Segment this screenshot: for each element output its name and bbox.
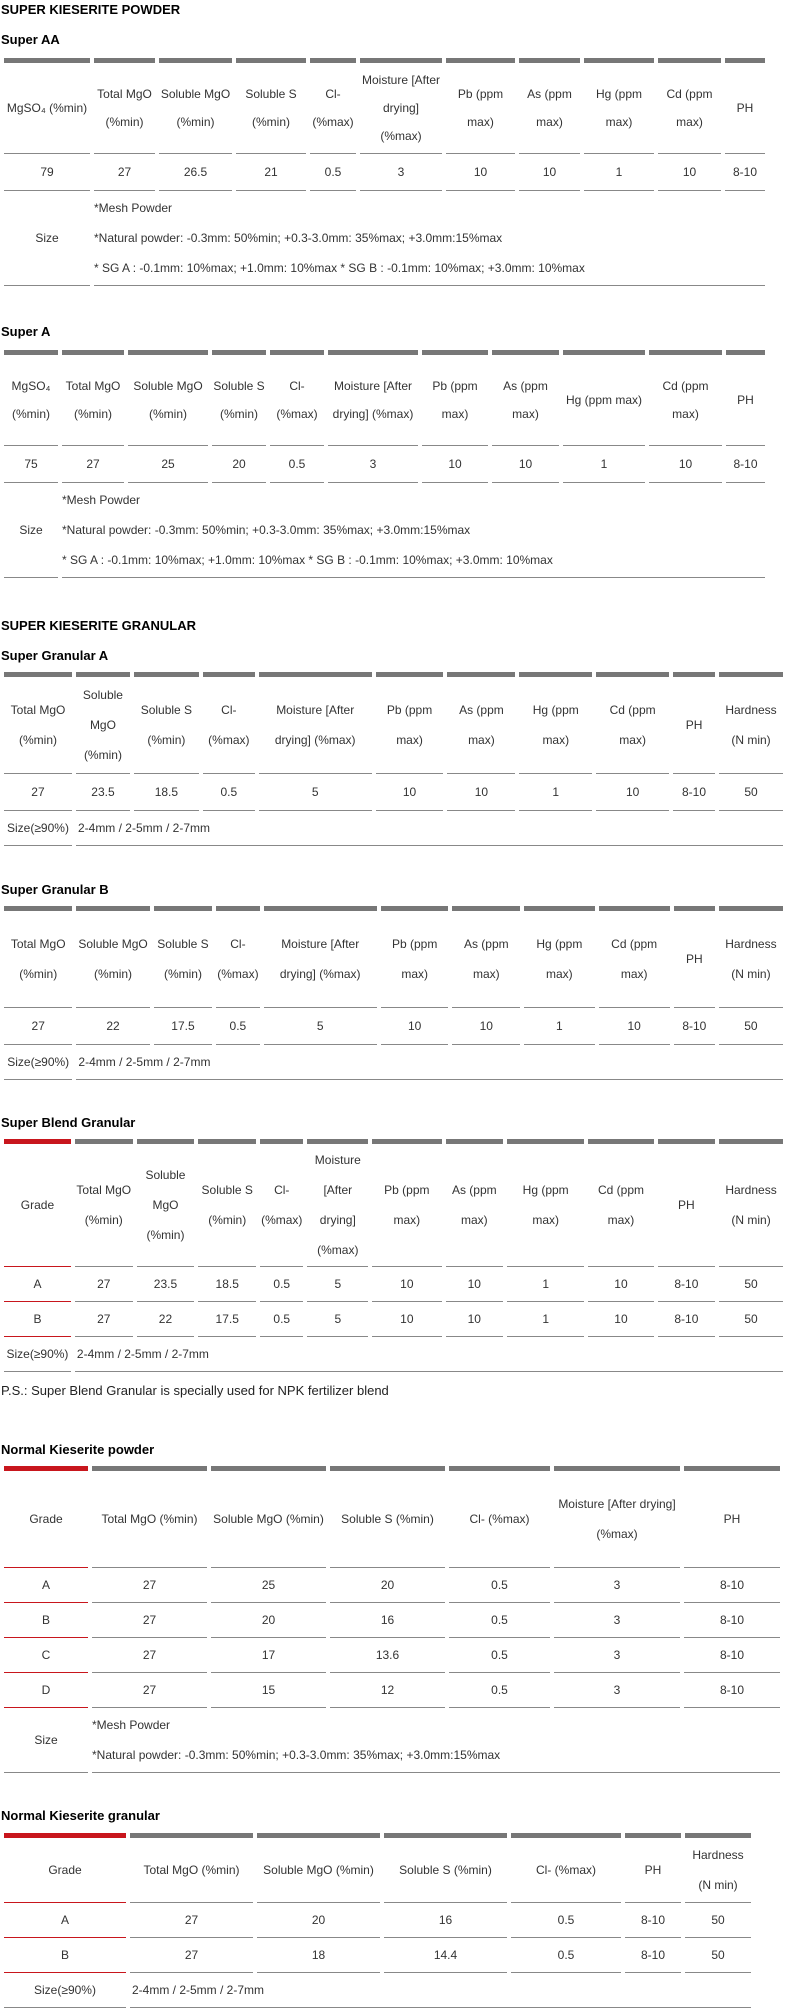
value-cell: 10 <box>492 446 559 483</box>
value-cell: 8-10 <box>674 1008 715 1045</box>
header-cell: PH <box>658 1139 715 1267</box>
header-cell: As (ppm max) <box>452 906 520 1008</box>
value-cell: 1 <box>584 154 654 191</box>
value-cell: 8-10 <box>673 774 715 811</box>
value-cell: 50 <box>685 1903 751 1938</box>
header-cell: Cl- (%max) <box>260 1139 303 1267</box>
size-note-line: *Natural powder: -0.3mm: 50%min; +0.3-3.0mm: 35%max; +3.0mm:15%max <box>92 1748 501 1762</box>
value-cell: 17.5 <box>154 1008 213 1045</box>
value-cell: 18.5 <box>134 774 199 811</box>
table-row <box>4 1603 780 1638</box>
header-cell: Moisture [After drying] (%max) <box>307 1139 368 1267</box>
value-cell: 8-10 <box>684 1568 780 1603</box>
header-cell: Cl- (%max) <box>216 906 259 1008</box>
header-cell: Hardness (N min) <box>685 1833 751 1903</box>
value-cell: 0.5 <box>449 1673 550 1708</box>
value-cell: 10 <box>376 774 444 811</box>
value-cell: 75 <box>4 446 58 483</box>
value-cell: 5 <box>307 1302 368 1337</box>
value-cell: 1 <box>507 1302 584 1337</box>
header-cell: Moisture [After drying] (%max) <box>328 350 418 446</box>
value-cell: 10 <box>446 1302 504 1337</box>
super-granular-b-table <box>0 906 787 1080</box>
size-label: Size(≥90%) <box>4 811 72 846</box>
header-cell: Grade <box>4 1139 71 1267</box>
value-cell: 10 <box>588 1302 653 1337</box>
value-cell: 12 <box>330 1673 445 1708</box>
size-note-line: *Mesh Powder <box>92 1718 171 1732</box>
super-aa-table <box>0 58 769 286</box>
value-cell: 10 <box>446 1267 504 1302</box>
super-blend-table <box>0 1139 787 1372</box>
value-cell: 23.5 <box>137 1267 195 1302</box>
value-cell: 5 <box>259 774 372 811</box>
size-row <box>4 1337 783 1372</box>
size-row <box>4 1045 783 1080</box>
size-notes <box>94 191 765 286</box>
value-cell: 27 <box>62 446 124 483</box>
size-row <box>4 1973 751 2008</box>
super-blend-header-row <box>4 1139 783 1267</box>
value-cell: 25 <box>211 1568 326 1603</box>
value-cell: 50 <box>719 774 783 811</box>
value-cell: 1 <box>507 1267 584 1302</box>
size-notes <box>92 1708 780 1773</box>
size-value: 2-4mm / 2-5mm / 2-7mm <box>75 1337 783 1372</box>
value-cell: 0.5 <box>216 1008 259 1045</box>
header-cell: PH <box>625 1833 681 1903</box>
size-label: Size(≥90%) <box>4 1337 71 1372</box>
value-cell: 8-10 <box>726 446 765 483</box>
value-cell: 10 <box>372 1267 441 1302</box>
header-cell: Total MgO (%min) <box>62 350 124 446</box>
header-cell: Soluble MgO (%min) <box>128 350 208 446</box>
value-cell: 0.5 <box>260 1302 303 1337</box>
value-cell: 17 <box>211 1638 326 1673</box>
value-cell: 27 <box>75 1267 133 1302</box>
header-cell: Total MgO (%min) <box>4 906 72 1008</box>
size-value: 2-4mm / 2-5mm / 2-7mm <box>76 1045 783 1080</box>
value-cell: 18.5 <box>198 1267 256 1302</box>
size-label: Size <box>4 1708 88 1773</box>
size-note-line: *Natural powder: -0.3mm: 50%min; +0.3-3.0mm: 35%max; +3.0mm:15%max <box>62 523 471 537</box>
value-cell: 0.5 <box>270 446 324 483</box>
header-cell: Cd (ppm max) <box>649 350 722 446</box>
grade-cell: B <box>4 1938 126 1973</box>
header-cell: Total MgO (%min) <box>4 672 72 774</box>
header-cell: MgSO₄ (%min) <box>4 58 90 154</box>
value-cell: 27 <box>75 1302 133 1337</box>
value-cell: 50 <box>719 1302 783 1337</box>
super-granular-a-title: Super Granular A <box>1 648 109 663</box>
header-cell: PH <box>684 1466 780 1568</box>
header-cell: Total MgO (%min) <box>130 1833 253 1903</box>
value-cell: 27 <box>4 774 72 811</box>
header-cell: Pb (ppm max) <box>372 1139 441 1267</box>
grade-cell: A <box>4 1903 126 1938</box>
value-cell: 10 <box>446 154 515 191</box>
header-cell: PH <box>725 58 765 154</box>
header-cell: Soluble MgO (%min) <box>76 906 149 1008</box>
header-cell: Pb (ppm max) <box>381 906 449 1008</box>
value-cell: 10 <box>658 154 721 191</box>
header-cell: Hg (ppm max) <box>524 906 594 1008</box>
value-cell: 20 <box>211 1603 326 1638</box>
table-row <box>4 1568 780 1603</box>
normal-powder-title: Normal Kieserite powder <box>1 1442 155 1457</box>
value-cell: 27 <box>130 1903 253 1938</box>
table-row <box>4 1302 783 1337</box>
header-cell: PH <box>726 350 765 446</box>
header-cell: As (ppm max) <box>446 1139 504 1267</box>
header-cell: Cl- (%max) <box>449 1466 550 1568</box>
size-note-line: *Mesh Powder <box>62 493 141 507</box>
super-a-header-row <box>4 350 765 446</box>
normal-granular-title: Normal Kieserite granular <box>1 1808 160 1823</box>
value-cell: 10 <box>588 1267 653 1302</box>
value-cell: 8-10 <box>625 1938 681 1973</box>
header-cell: Pb (ppm max) <box>376 672 444 774</box>
header-cell: Cd (ppm max) <box>588 1139 653 1267</box>
super-granular-a-header-row <box>4 672 783 774</box>
value-cell: 3 <box>554 1638 680 1673</box>
size-row <box>4 1708 780 1773</box>
super-blend-note: P.S.: Super Blend Granular is specially used for NPK fertilizer blend <box>1 1383 389 1398</box>
header-cell: Soluble S (%min) <box>154 906 213 1008</box>
header-cell: MgSO₄ (%min) <box>4 350 58 446</box>
value-cell: 5 <box>264 1008 377 1045</box>
header-cell: Soluble S (%min) <box>236 58 306 154</box>
value-cell: 16 <box>330 1603 445 1638</box>
header-cell: Cl- (%max) <box>270 350 324 446</box>
header-cell: Cd (ppm max) <box>599 906 670 1008</box>
size-value: 2-4mm / 2-5mm / 2-7mm <box>76 811 783 846</box>
value-cell: 10 <box>447 774 515 811</box>
super-granular-a-table <box>0 672 787 846</box>
table-row <box>4 1673 780 1708</box>
value-cell: 27 <box>130 1938 253 1973</box>
value-cell: 50 <box>719 1008 783 1045</box>
header-cell: PH <box>673 672 715 774</box>
super-blend-title: Super Blend Granular <box>1 1115 136 1130</box>
header-cell: Total MgO (%min) <box>94 58 155 154</box>
header-cell: Soluble S (%min) <box>212 350 266 446</box>
size-note-line: * SG A : -0.1mm: 10%max; +1.0mm: 10%max * SG B : -0.1mm: 10%max; +3.0mm: 10%max <box>62 553 553 567</box>
size-label: Size <box>4 191 90 286</box>
header-cell: Cl- (%max) <box>310 58 356 154</box>
value-cell: 8-10 <box>684 1603 780 1638</box>
value-cell: 10 <box>452 1008 520 1045</box>
value-cell: 15 <box>211 1673 326 1708</box>
table-row <box>4 1267 783 1302</box>
value-cell: 3 <box>360 154 442 191</box>
header-cell: Soluble S (%min) <box>134 672 199 774</box>
header-cell: Total MgO (%min) <box>75 1139 133 1267</box>
header-cell: Grade <box>4 1833 126 1903</box>
value-cell: 27 <box>92 1568 207 1603</box>
header-cell: Hardness (N min) <box>719 672 783 774</box>
value-cell: 50 <box>685 1938 751 1973</box>
header-cell: Soluble MgO (%min) <box>76 672 130 774</box>
grade-cell: B <box>4 1302 71 1337</box>
header-cell: Cd (ppm max) <box>658 58 721 154</box>
table-row <box>4 1008 783 1045</box>
header-cell: Cl- (%max) <box>511 1833 621 1903</box>
header-cell: Hardness (N min) <box>719 1139 783 1267</box>
value-cell: 0.5 <box>449 1603 550 1638</box>
normal-powder-table <box>0 1466 784 1773</box>
table-row <box>4 446 765 483</box>
value-cell: 10 <box>519 154 580 191</box>
header-cell: Pb (ppm max) <box>446 58 515 154</box>
header-cell: Hg (ppm max) <box>519 672 592 774</box>
size-label: Size <box>4 483 58 578</box>
size-row <box>4 811 783 846</box>
value-cell: 27 <box>4 1008 72 1045</box>
value-cell: 21 <box>236 154 306 191</box>
value-cell: 8-10 <box>658 1302 715 1337</box>
size-note-line: *Natural powder: -0.3mm: 50%min; +0.3-3.0mm: 35%max; +3.0mm:15%max <box>94 231 503 245</box>
value-cell: 23.5 <box>76 774 130 811</box>
value-cell: 18 <box>257 1938 380 1973</box>
header-cell: Moisture [After drying] (%max) <box>264 906 377 1008</box>
size-value: 2-4mm / 2-5mm / 2-7mm <box>130 1973 751 2008</box>
granular-section-heading: SUPER KIESERITE GRANULAR <box>1 618 197 633</box>
header-cell: Soluble MgO (%min) <box>159 58 232 154</box>
value-cell: 10 <box>372 1302 441 1337</box>
value-cell: 8-10 <box>725 154 765 191</box>
value-cell: 20 <box>257 1903 380 1938</box>
grade-cell: C <box>4 1638 88 1673</box>
normal-powder-header-row <box>4 1466 780 1568</box>
value-cell: 27 <box>92 1603 207 1638</box>
normal-granular-table <box>0 1833 755 2008</box>
header-cell: Hg (ppm max) <box>563 350 645 446</box>
grade-cell: B <box>4 1603 88 1638</box>
size-notes <box>62 483 765 578</box>
super-a-table <box>0 350 769 578</box>
grade-cell: A <box>4 1267 71 1302</box>
normal-granular-header-row <box>4 1833 751 1903</box>
value-cell: 27 <box>94 154 155 191</box>
size-note-line: * SG A : -0.1mm: 10%max; +1.0mm: 10%max * SG B : -0.1mm: 10%max; +3.0mm: 10%max <box>94 261 585 275</box>
value-cell: 10 <box>381 1008 449 1045</box>
value-cell: 1 <box>519 774 592 811</box>
super-granular-b-title: Super Granular B <box>1 882 109 897</box>
size-label: Size(≥90%) <box>4 1973 126 2008</box>
header-cell: Cd (ppm max) <box>596 672 669 774</box>
value-cell: 22 <box>76 1008 149 1045</box>
value-cell: 13.6 <box>330 1638 445 1673</box>
super-granular-b-header-row <box>4 906 783 1008</box>
header-cell: Moisture [After drying] (%max) <box>360 58 442 154</box>
header-cell: Hg (ppm max) <box>507 1139 584 1267</box>
super-a-title: Super A <box>1 324 51 339</box>
value-cell: 27 <box>92 1673 207 1708</box>
header-cell: Hardness (N min) <box>719 906 783 1008</box>
value-cell: 10 <box>599 1008 670 1045</box>
value-cell: 20 <box>330 1568 445 1603</box>
header-cell: Soluble MgO (%min) <box>257 1833 380 1903</box>
value-cell: 10 <box>596 774 669 811</box>
value-cell: 10 <box>649 446 722 483</box>
value-cell: 8-10 <box>684 1638 780 1673</box>
value-cell: 14.4 <box>384 1938 507 1973</box>
value-cell: 10 <box>422 446 488 483</box>
value-cell: 27 <box>92 1638 207 1673</box>
header-cell: As (ppm max) <box>447 672 515 774</box>
value-cell: 16 <box>384 1903 507 1938</box>
header-cell: Moisture [After drying] (%max) <box>259 672 372 774</box>
value-cell: 3 <box>554 1673 680 1708</box>
table-row <box>4 1903 751 1938</box>
value-cell: 0.5 <box>203 774 255 811</box>
header-cell: Soluble S (%min) <box>198 1139 256 1267</box>
super-aa-header-row <box>4 58 765 154</box>
header-cell: As (ppm max) <box>519 58 580 154</box>
value-cell: 0.5 <box>449 1638 550 1673</box>
value-cell: 1 <box>563 446 645 483</box>
value-cell: 79 <box>4 154 90 191</box>
size-row <box>4 483 765 578</box>
header-cell: Soluble S (%min) <box>384 1833 507 1903</box>
value-cell: 22 <box>137 1302 195 1337</box>
size-label: Size(≥90%) <box>4 1045 72 1080</box>
value-cell: 5 <box>307 1267 368 1302</box>
header-cell: Hg (ppm max) <box>584 58 654 154</box>
table-row <box>4 774 783 811</box>
powder-section-heading: SUPER KIESERITE POWDER <box>1 2 181 17</box>
value-cell: 8-10 <box>625 1903 681 1938</box>
table-row <box>4 154 765 191</box>
size-row <box>4 191 765 286</box>
grade-cell: D <box>4 1673 88 1708</box>
value-cell: 17.5 <box>198 1302 256 1337</box>
size-note-line: *Mesh Powder <box>94 201 173 215</box>
value-cell: 50 <box>719 1267 783 1302</box>
super-aa-title: Super AA <box>1 32 60 47</box>
value-cell: 20 <box>212 446 266 483</box>
value-cell: 1 <box>524 1008 594 1045</box>
table-row <box>4 1938 751 1973</box>
value-cell: 0.5 <box>260 1267 303 1302</box>
value-cell: 0.5 <box>449 1568 550 1603</box>
header-cell: Total MgO (%min) <box>92 1466 207 1568</box>
header-cell: Soluble MgO (%min) <box>211 1466 326 1568</box>
header-cell: PH <box>674 906 715 1008</box>
header-cell: Grade <box>4 1466 88 1568</box>
value-cell: 8-10 <box>684 1673 780 1708</box>
grade-cell: A <box>4 1568 88 1603</box>
value-cell: 3 <box>554 1568 680 1603</box>
header-cell: Pb (ppm max) <box>422 350 488 446</box>
value-cell: 26.5 <box>159 154 232 191</box>
header-cell: Soluble S (%min) <box>330 1466 445 1568</box>
header-cell: Soluble MgO (%min) <box>137 1139 195 1267</box>
header-cell: Cl- (%max) <box>203 672 255 774</box>
value-cell: 3 <box>554 1603 680 1638</box>
value-cell: 25 <box>128 446 208 483</box>
value-cell: 0.5 <box>310 154 356 191</box>
value-cell: 8-10 <box>658 1267 715 1302</box>
header-cell: Moisture [After drying] (%max) <box>554 1466 680 1568</box>
table-row <box>4 1638 780 1673</box>
header-cell: As (ppm max) <box>492 350 559 446</box>
value-cell: 3 <box>328 446 418 483</box>
value-cell: 0.5 <box>511 1903 621 1938</box>
value-cell: 0.5 <box>511 1938 621 1973</box>
